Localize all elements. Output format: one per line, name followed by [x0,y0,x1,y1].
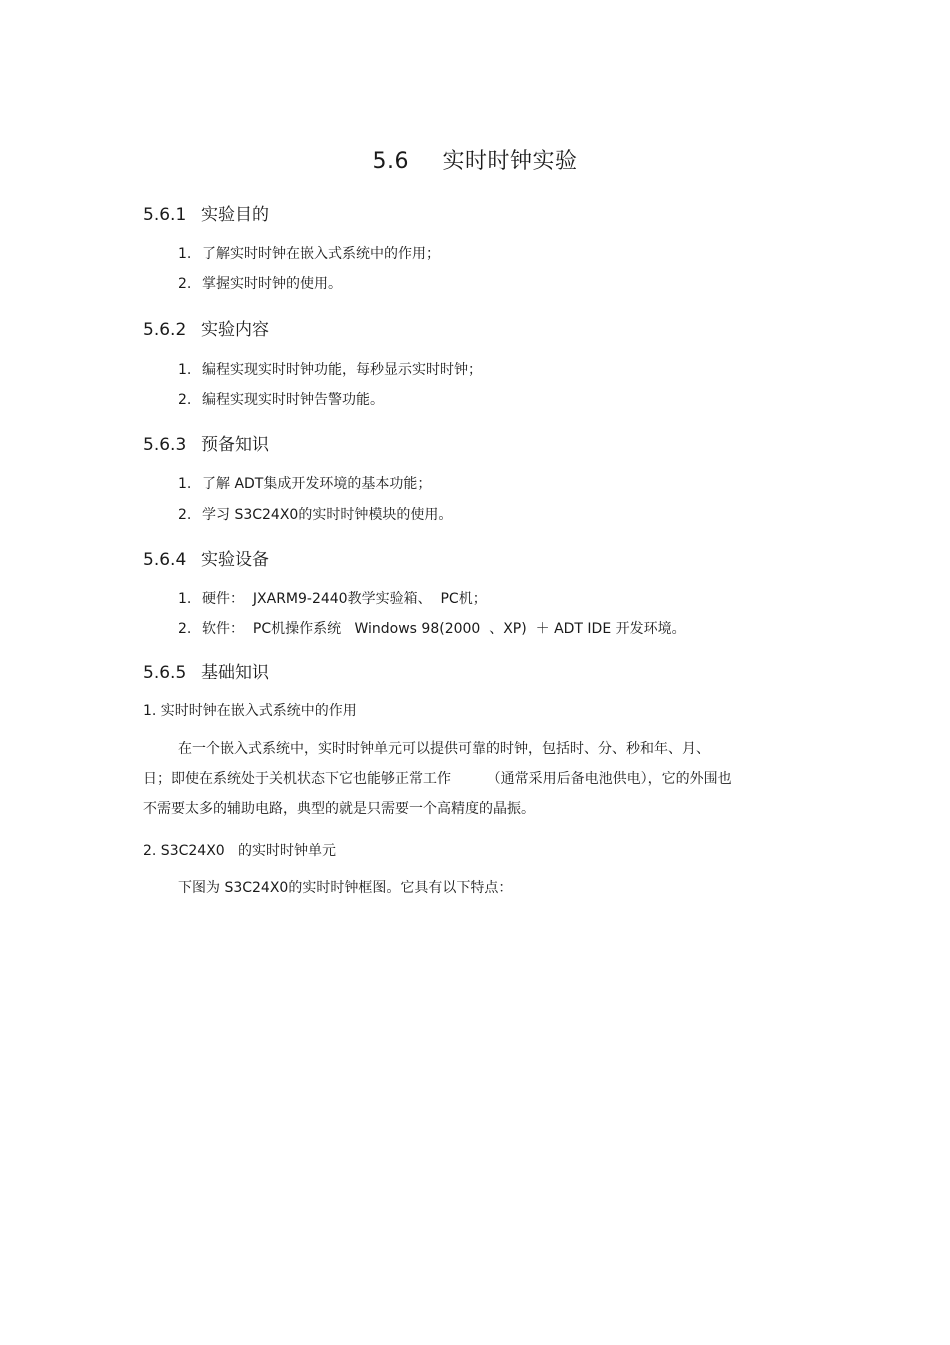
section-title: 实验设备 [201,550,269,570]
section-title: 基础知识 [201,663,269,683]
section-heading-prerequisites [143,430,269,455]
list-item: 2. 掌握实时时钟的使用。 [178,276,342,292]
paragraph-line: 日；即使在系统处于关机状态下它也能够正常工作 （通常采用后备电池供电），它的外围也 [143,771,732,787]
paragraph-line: 不需要太多的辅助电路，典型的就是只需要一个高精度的晶振。 [143,801,535,817]
list-item: 1. 了解实时时钟在嵌入式系统中的作用； [178,246,440,262]
list-item-text: 了解 ADT集成开发环境的基本功能； [202,476,432,492]
section-number: 5.6.4 [143,550,187,570]
list-item: 1. 硬件： JXARM9-2440教学实验箱、 PC机； [178,591,487,607]
list-item: 2. 学习 S3C24X0的实时时钟模块的使用。 [178,507,453,523]
list-item: 2. 编程实现实时时钟告警功能。 [178,392,384,408]
title-text: 实时时钟实验 [442,149,578,174]
list-item: 1. 了解 ADT集成开发环境的基本功能； [178,476,432,492]
list-item-text: 掌握实时时钟的使用。 [202,276,342,292]
title-number: 5.6 [372,149,409,174]
section-number: 5.6.3 [143,435,187,455]
list-item-text: 学习 S3C24X0的实时时钟模块的使用。 [202,507,453,523]
list-item: 2. 软件： PC机操作系统 Windows 98(2000 、XP) ＋ ADT IDE 开发环境。 [178,621,686,637]
section-heading-equipment [143,545,269,570]
paragraph-line: 在一个嵌入式系统中，实时时钟单元可以提供可靠的时钟，包括时、分、秒和年、月、 [178,741,710,757]
list-item: 1. 编程实现实时时钟功能，每秒显示实时时钟； [178,362,482,378]
list-item-text: 了解实时时钟在嵌入式系统中的作用； [202,246,440,262]
section-heading-objectives [143,200,269,225]
section-title: 实验目的 [201,205,269,225]
list-item-text: 编程实现实时时钟告警功能。 [202,392,384,408]
subheading-rtc-role: 1. 实时时钟在嵌入式系统中的作用 [143,703,357,719]
paragraph-rtc-unit [143,873,793,903]
section-title: 实验内容 [201,320,269,340]
section-number: 5.6.1 [143,205,187,225]
subheading-rtc-unit: 2. S3C24X0 的实时时钟单元 [143,843,337,859]
section-number: 5.6.5 [143,663,187,683]
page-title [0,144,950,175]
list-item-text: 软件： PC机操作系统 Windows 98(2000 、XP) ＋ ADT IDE 开发环境。 [202,621,686,637]
section-heading-content [143,315,269,340]
list-item-text: 编程实现实时时钟功能，每秒显示实时时钟； [202,362,482,378]
paragraph-rtc-role [143,734,793,824]
section-title: 预备知识 [201,435,269,455]
list-item-text: 硬件： JXARM9-2440教学实验箱、 PC机； [202,591,487,607]
paragraph-line: 下图为 S3C24X0的实时时钟框图。它具有以下特点： [178,880,513,896]
section-heading-basics [143,658,269,683]
section-number: 5.6.2 [143,320,187,340]
